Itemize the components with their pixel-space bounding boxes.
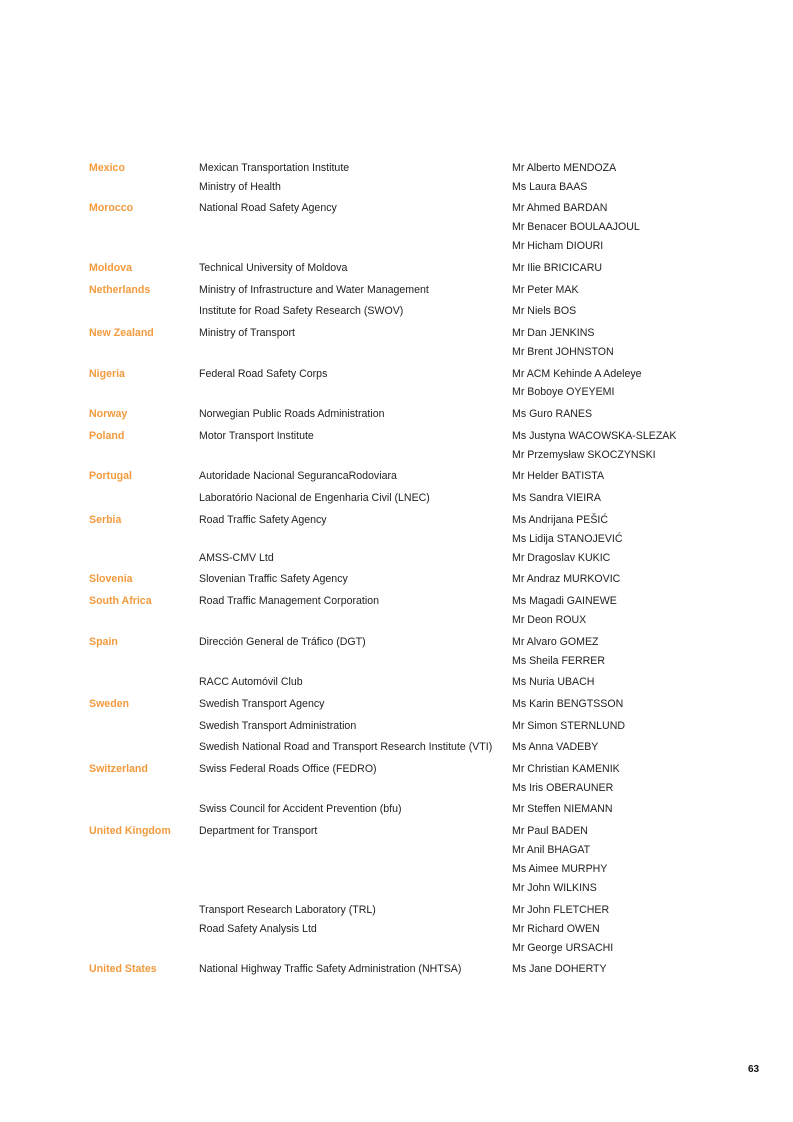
table-row <box>0 674 793 690</box>
table-row <box>0 718 793 734</box>
person-cell: Mr Brent JOHNSTON <box>512 346 614 358</box>
person-cell: Mr Ahmed BARDAN <box>512 202 608 214</box>
table-row <box>0 200 793 216</box>
person-cell: Mr John WILKINS <box>512 882 597 894</box>
person-cell: Mr Christian KAMENIK <box>512 763 620 775</box>
person-cell: Ms Aimee MURPHY <box>512 863 608 875</box>
country-cell: Moldova <box>89 262 132 274</box>
country-cell: Poland <box>89 430 125 442</box>
organization-cell: Swedish Transport Administration <box>199 720 357 732</box>
organization-cell: Transport Research Laboratory (TRL) <box>199 904 376 916</box>
organization-cell: National Road Safety Agency <box>199 202 337 214</box>
organization-cell: Swiss Federal Roads Office (FEDRO) <box>199 763 377 775</box>
country-cell: United States <box>89 963 157 975</box>
table-row <box>0 921 793 937</box>
organization-cell: AMSS-CMV Ltd <box>199 552 274 564</box>
table-row <box>0 428 793 444</box>
organization-cell: Swedish Transport Agency <box>199 698 325 710</box>
table-row <box>0 696 793 712</box>
country-cell: Serbia <box>89 514 122 526</box>
table-row <box>0 531 793 547</box>
table-row <box>0 303 793 319</box>
organization-cell: National Highway Traffic Safety Administration (NHTSA) <box>199 963 462 975</box>
organization-cell: Norwegian Public Roads Administration <box>199 408 385 420</box>
table-row <box>0 902 793 918</box>
country-cell: Nigeria <box>89 368 125 380</box>
person-cell: Ms Lidija STANOJEVIĆ <box>512 533 623 545</box>
person-cell: Mr Deon ROUX <box>512 614 587 626</box>
person-cell: Ms Laura BAAS <box>512 181 588 193</box>
organization-cell: Technical University of Moldova <box>199 262 348 274</box>
person-cell: Mr Helder BATISTA <box>512 470 605 482</box>
table-row <box>0 468 793 484</box>
organization-cell: Swedish National Road and Transport Research Institute (VTI) <box>199 741 493 753</box>
person-cell: Mr Ilie BRICICARU <box>512 262 603 274</box>
person-cell: Ms Guro RANES <box>512 408 593 420</box>
country-cell: Netherlands <box>89 284 151 296</box>
table-row <box>0 344 793 360</box>
organization-cell: Dirección General de Tráfico (DGT) <box>199 636 366 648</box>
person-cell: Mr Alvaro GOMEZ <box>512 636 599 648</box>
person-cell: Ms Karin BENGTSSON <box>512 698 624 710</box>
person-cell: Ms Magadi GAINEWE <box>512 595 617 607</box>
person-cell: Mr Peter MAK <box>512 284 579 296</box>
person-cell: Mr Boboye OYEYEMI <box>512 386 615 398</box>
table-row <box>0 406 793 422</box>
table-row <box>0 260 793 276</box>
table-row <box>0 571 793 587</box>
page-number: 63 <box>748 1064 760 1075</box>
organization-cell: Mexican Transportation Institute <box>199 162 350 174</box>
person-cell: Mr Dan JENKINS <box>512 327 595 339</box>
table-row <box>0 780 793 796</box>
table-row <box>0 961 793 977</box>
person-cell: Mr Hicham DIOURI <box>512 240 604 252</box>
table-row <box>0 490 793 506</box>
organization-cell: Ministry of Transport <box>199 327 295 339</box>
table-row <box>0 861 793 877</box>
table-row <box>0 739 793 755</box>
person-cell: Mr Andraz MURKOVIC <box>512 573 621 585</box>
organization-cell: Road Traffic Safety Agency <box>199 514 327 526</box>
table-row <box>0 653 793 669</box>
person-cell: Ms Sandra VIEIRA <box>512 492 601 504</box>
person-cell: Ms Sheila FERRER <box>512 655 606 667</box>
organization-cell: Swiss Council for Accident Prevention (bfu) <box>199 803 402 815</box>
person-cell: Mr Richard OWEN <box>512 923 600 935</box>
person-cell: Mr Alberto MENDOZA <box>512 162 617 174</box>
country-cell: United Kingdom <box>89 825 171 837</box>
organization-cell: Road Traffic Management Corporation <box>199 595 379 607</box>
person-cell: Ms Justyna WACOWSKA-SLEZAK <box>512 430 677 442</box>
country-cell: New Zealand <box>89 327 154 339</box>
organization-cell: Department for Transport <box>199 825 318 837</box>
organization-cell: Ministry of Infrastructure and Water Management <box>199 284 429 296</box>
person-cell: Mr Niels BOS <box>512 305 577 317</box>
person-cell: Mr Dragoslav KUKIC <box>512 552 611 564</box>
person-cell: Ms Jane DOHERTY <box>512 963 607 975</box>
table-row <box>0 219 793 235</box>
table-row <box>0 940 793 956</box>
person-cell: Ms Iris OBERAUNER <box>512 782 614 794</box>
table-row <box>0 634 793 650</box>
table-row <box>0 512 793 528</box>
country-cell: Slovenia <box>89 573 133 585</box>
country-cell: Norway <box>89 408 128 420</box>
person-cell: Mr Simon STERNLUND <box>512 720 626 732</box>
table-row <box>0 282 793 298</box>
organization-cell: Autoridade Nacional SegurancaRodoviara <box>199 470 397 482</box>
table-row <box>0 179 793 195</box>
organization-cell: Ministry of Health <box>199 181 281 193</box>
organization-cell: Institute for Road Safety Research (SWOV) <box>199 305 404 317</box>
person-cell: Mr Benacer BOULAAJOUL <box>512 221 640 233</box>
table-row <box>0 325 793 341</box>
organization-cell: Federal Road Safety Corps <box>199 368 328 380</box>
table-row <box>0 612 793 628</box>
table-row <box>0 550 793 566</box>
table-row <box>0 593 793 609</box>
organization-cell: RACC Automóvil Club <box>199 676 303 688</box>
country-cell: Morocco <box>89 202 134 214</box>
person-cell: Mr John FLETCHER <box>512 904 610 916</box>
person-cell: Ms Anna VADEBY <box>512 741 599 753</box>
person-cell: Ms Nuria UBACH <box>512 676 595 688</box>
person-cell: Mr Paul BADEN <box>512 825 588 837</box>
country-cell: Switzerland <box>89 763 148 775</box>
table-row <box>0 880 793 896</box>
country-cell: Mexico <box>89 162 125 174</box>
table-row <box>0 384 793 400</box>
country-cell: Portugal <box>89 470 132 482</box>
person-cell: Mr Steffen NIEMANN <box>512 803 613 815</box>
person-cell: Mr ACM Kehinde A Adeleye <box>512 368 642 380</box>
country-cell: Sweden <box>89 698 130 710</box>
table-row <box>0 238 793 254</box>
table-row <box>0 801 793 817</box>
organization-cell: Laboratório Nacional de Engenharia Civil (LNEC) <box>199 492 430 504</box>
person-cell: Ms Andrijana PEŠIĆ <box>512 514 608 526</box>
table-row <box>0 447 793 463</box>
organization-cell: Road Safety Analysis Ltd <box>199 923 317 935</box>
organization-cell: Slovenian Traffic Safety Agency <box>199 573 348 585</box>
person-cell: Mr Przemysław SKOCZYNSKI <box>512 449 656 461</box>
table-row <box>0 366 793 382</box>
person-cell: Mr George URSACHI <box>512 942 614 954</box>
table-row <box>0 842 793 858</box>
country-cell: South Africa <box>89 595 152 607</box>
table-row <box>0 160 793 176</box>
table-row <box>0 761 793 777</box>
table-row <box>0 823 793 839</box>
country-cell: Spain <box>89 636 118 648</box>
person-cell: Mr Anil BHAGAT <box>512 844 591 856</box>
organization-cell: Motor Transport Institute <box>199 430 314 442</box>
